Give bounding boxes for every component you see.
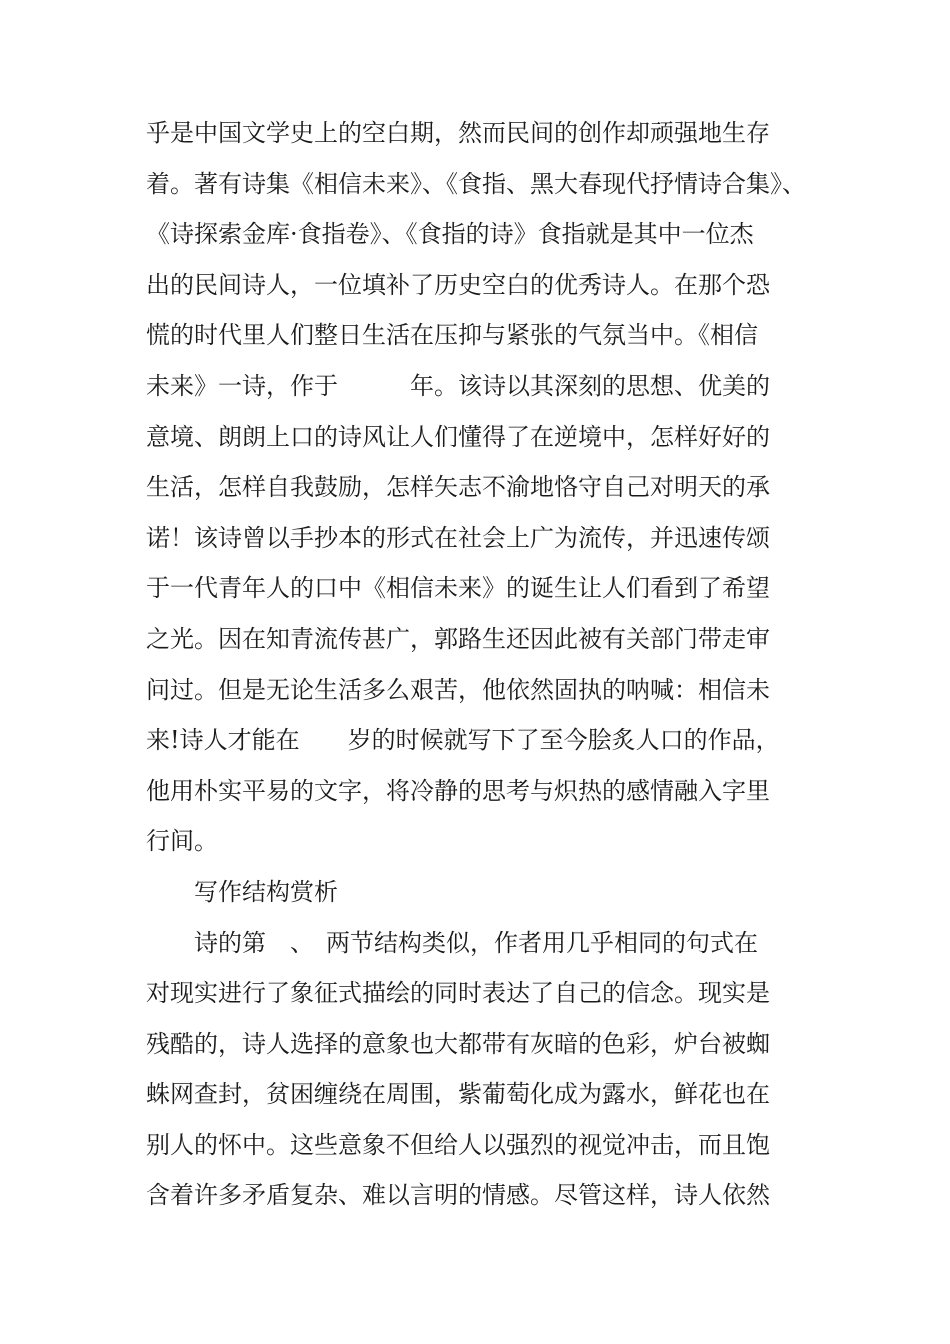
paragraph-1-line: 乎是中国文学史上的空白期，然而民间的创作却顽强地生存 bbox=[146, 119, 770, 147]
paragraph-2-line: 蛛网查封，贫困缠绕在周围，紫葡萄化成为露水，鲜花也在 bbox=[146, 1080, 770, 1109]
paragraph-1-line: 着。著有诗集《相信未来》、《食指、黑大春现代抒情诗合集》、 bbox=[146, 169, 806, 198]
section-heading: 写作结构赏析 bbox=[194, 877, 338, 906]
paragraph-1-line: 未来》一诗，作于 年。该诗以其深刻的思想、优美的 bbox=[146, 371, 770, 400]
document-body bbox=[146, 108, 826, 1221]
paragraph-1-line: 诺！该诗曾以手抄本的形式在社会上广为流传，并迅速传颂 bbox=[146, 523, 770, 552]
paragraph-1-line: 于一代青年人的口中《相信未来》的诞生让人们看到了希望 bbox=[146, 574, 770, 603]
paragraph-1-line: 意境、朗朗上口的诗风让人们懂得了在逆境中，怎样好好的 bbox=[146, 422, 770, 451]
paragraph-1-line: 生活，怎样自我鼓励，怎样矢志不渝地恪守自己对明天的承 bbox=[146, 473, 770, 502]
paragraph-1-line: 行间。 bbox=[146, 827, 218, 856]
paragraph-2-line: 别人的怀中。这些意象不但给人以强烈的视觉冲击，而且饱 bbox=[146, 1130, 770, 1159]
paragraph-1-line: 问过。但是无论生活多么艰苦，他依然固执的呐喊：相信未 bbox=[146, 675, 770, 704]
paragraph-1-line: 他用朴实平易的文字，将冷静的思考与炽热的感情融入字里 bbox=[146, 776, 770, 805]
paragraph-2-line: 对现实进行了象征式描绘的同时表达了自己的信念。现实是 bbox=[146, 979, 770, 1008]
paragraph-1-line: 慌的时代里人们整日生活在压抑与紧张的气氛当中。《相信 bbox=[146, 321, 758, 350]
paragraph-1-line: 《诗探索金库·食指卷》、《食指的诗》食指就是其中一位杰 bbox=[146, 220, 754, 249]
paragraph-2-line: 含着许多矛盾复杂、难以言明的情感。尽管这样，诗人依然 bbox=[146, 1181, 770, 1210]
paragraph-2-line: 诗的第 、 两节结构类似，作者用几乎相同的句式在 bbox=[194, 928, 758, 957]
paragraph-2-line: 残酷的，诗人选择的意象也大都带有灰暗的色彩，炉台被蜘 bbox=[146, 1029, 770, 1058]
paragraph-1-line: 来!诗人才能在 岁的时候就写下了至今脍炙人口的作品， bbox=[146, 726, 780, 755]
paragraph-1-line: 出的民间诗人，一位填补了历史空白的优秀诗人。在那个恐 bbox=[146, 270, 770, 299]
paragraph-1-line: 之光。因在知青流传甚广，郭路生还因此被有关部门带走审 bbox=[146, 624, 770, 653]
